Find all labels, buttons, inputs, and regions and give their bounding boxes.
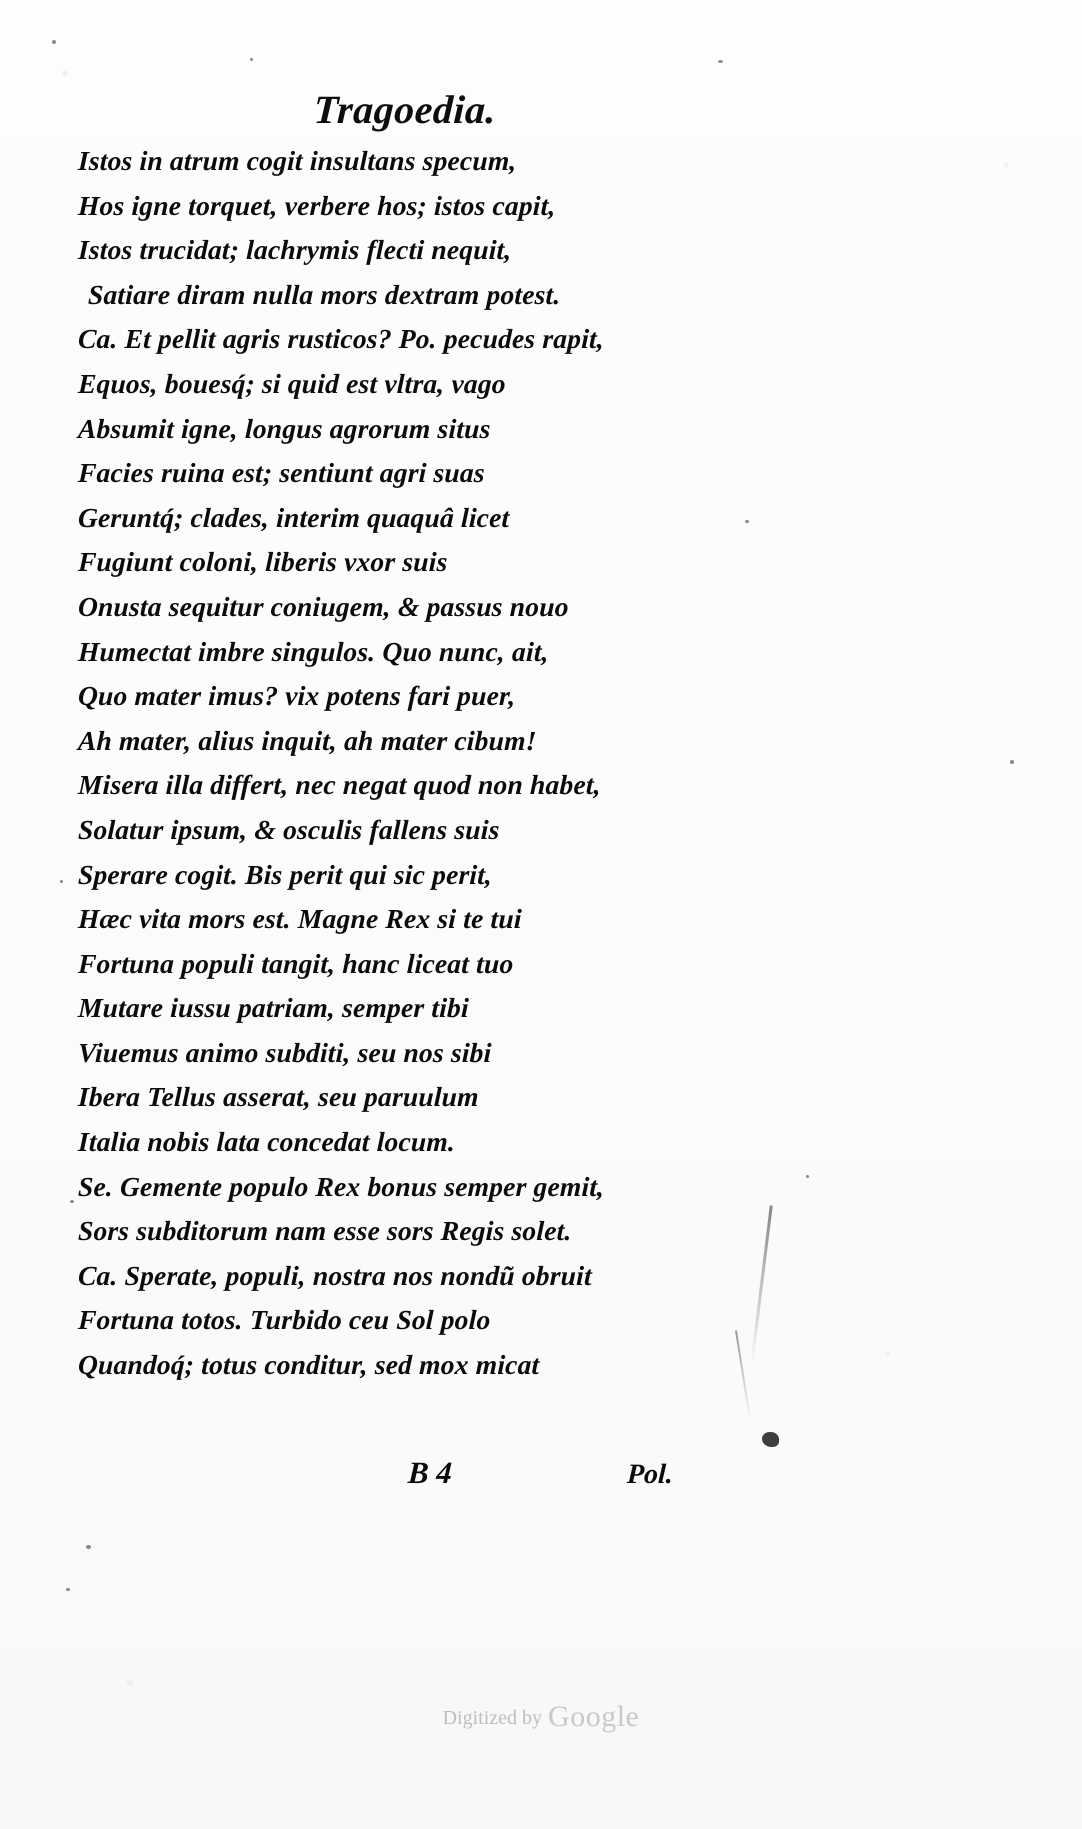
paper-speck: [1010, 760, 1014, 764]
poem-line: Quo mater imus? vix potens fari puer,: [77, 680, 517, 712]
poem-line: Sors subditorum nam esse sors Regis solet.: [77, 1215, 573, 1247]
digitized-by-label: Digitized by: [442, 1707, 543, 1729]
poem-line: Quandoq́; totus conditur, sed mox micat: [77, 1349, 540, 1381]
poem-line: Geruntq́; clades, interim quaquâ licet: [77, 501, 510, 533]
page-title: Tragoedia.: [312, 87, 498, 132]
poem-line: Satiare diram nulla mors dextram potest.: [87, 278, 562, 310]
paper-crack-mark-secondary: [735, 1330, 751, 1419]
signature-mark: B 4: [407, 1455, 453, 1490]
poem-line: Facies ruina est; sentiunt agri suas: [77, 457, 486, 489]
google-wordmark: Google: [548, 1700, 640, 1733]
poem-line: Hos igne torquet, verbere hos; istos capit,: [77, 189, 557, 221]
paper-speck: [86, 1545, 91, 1549]
paper-speck: [60, 880, 63, 883]
poem-text-block: [78, 86, 718, 1388]
poem-line: Mutare iussu patriam, semper tibi: [77, 992, 470, 1024]
poem-line: Ah mater, alius inquit, ah mater cibum!: [77, 724, 538, 756]
poem-line: Fortuna totos. Turbido ceu Sol polo: [77, 1304, 492, 1336]
poem-line: Humectat imbre singulos. Quo nunc, ait,: [77, 635, 550, 667]
poem-line: Misera illa differt, nec negat quod non habet,: [77, 769, 602, 801]
digitization-watermark: [0, 1700, 1082, 1734]
poem-line: Onusta sequitur coniugem, & passus nouo: [77, 590, 570, 622]
catchword: Pol.: [626, 1459, 674, 1490]
ink-blot: [762, 1432, 779, 1447]
poem-line: Absumit igne, longus agrorum situs: [77, 412, 492, 444]
page-footer: [78, 1455, 718, 1491]
poem-line: Fortuna populi tangit, hanc liceat tuo: [77, 947, 515, 979]
poem-line: Fugiunt coloni, liberis vxor suis: [77, 546, 449, 578]
paper-speck: [718, 60, 723, 63]
poem-line: Hæc vita mors est. Magne Rex si te tui: [77, 903, 523, 935]
paper-speck: [70, 1200, 74, 1203]
paper-speck: [745, 520, 749, 523]
paper-speck: [52, 40, 56, 44]
poem-line: Ca. Et pellit agris rusticos? Po. pecudes rapit,: [77, 323, 605, 355]
paper-speck: [806, 1175, 809, 1178]
poem-line: Ibera Tellus asserat, seu paruulum: [77, 1081, 480, 1113]
paper-speck: [250, 58, 253, 61]
paper-crack-mark: [750, 1205, 772, 1364]
poem-line: Equos, bouesq́; si quid est vltra, vago: [77, 367, 507, 399]
poem-line: Italia nobis lata concedat locum.: [77, 1126, 456, 1158]
poem-line: Viuemus animo subditi, seu nos sibi: [77, 1036, 493, 1068]
poem-line: Solatur ipsum, & osculis fallens suis: [77, 813, 501, 845]
poem-line: Istos trucidat; lachrymis flecti nequit,: [77, 234, 513, 266]
poem-line: Istos in atrum cogit insultans specum,: [77, 145, 518, 176]
paper-speck: [66, 1588, 70, 1591]
poem-line: Sperare cogit. Bis perit qui sic perit,: [77, 858, 493, 890]
poem-line: Ca. Sperate, populi, nostra nos nondũ obruit: [77, 1259, 593, 1291]
poem-line: Se. Gemente populo Rex bonus semper gemit,: [77, 1170, 605, 1202]
